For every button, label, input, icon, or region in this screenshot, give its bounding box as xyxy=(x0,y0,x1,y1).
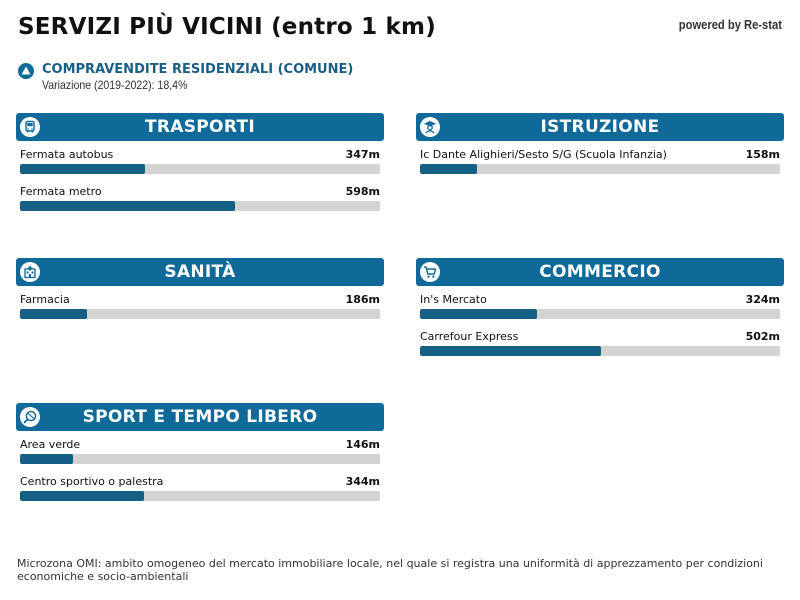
distance-bar-fill xyxy=(20,201,235,211)
item-name: In's Mercato xyxy=(420,293,487,306)
item-name: Area verde xyxy=(20,438,81,451)
list-item xyxy=(16,141,384,178)
item-name: Farmacia xyxy=(20,293,70,306)
distance-bar xyxy=(20,309,380,319)
item-name: Centro sportivo o palestra xyxy=(20,475,164,488)
panel-title: SPORT E TEMPO LIBERO xyxy=(82,407,318,427)
panel-istruzione xyxy=(416,113,784,178)
distance-bar-fill xyxy=(20,164,145,174)
distance-bar xyxy=(20,491,380,501)
powered-by-label: powered by Re-stat xyxy=(678,17,782,32)
panel-header xyxy=(416,113,784,141)
item-distance: 146m xyxy=(345,438,380,451)
panel-title: TRASPORTI xyxy=(145,117,255,137)
list-item xyxy=(416,141,784,178)
distance-bar xyxy=(20,201,380,211)
distance-bar xyxy=(420,309,780,319)
distance-bar xyxy=(20,454,380,464)
panel-header xyxy=(416,258,784,286)
list-item xyxy=(16,431,384,468)
trend-subtitle: Variazione (2019-2022): 18,4% xyxy=(42,78,188,92)
distance-bar-fill xyxy=(420,309,537,319)
panel-title: ISTRUZIONE xyxy=(540,117,660,137)
triangle-up-icon xyxy=(18,63,34,79)
item-distance: 186m xyxy=(345,293,380,306)
list-item xyxy=(16,286,384,323)
panel-commercio xyxy=(416,258,784,360)
distance-bar-fill xyxy=(20,309,87,319)
item-name: Carrefour Express xyxy=(420,330,519,343)
footnote: Microzona OMI: ambito omogeneo del mercato immobiliare locale, nel quale si registra una uniformità di apprezzamento per condizioni economiche e socio-ambientali xyxy=(17,557,763,583)
trend-title: COMPRAVENDITE RESIDENZIALI (COMUNE) xyxy=(42,62,354,77)
distance-bar-fill xyxy=(420,346,601,356)
panel-trasporti xyxy=(16,113,384,215)
page-title: SERVIZI PIÙ VICINI (entro 1 km) xyxy=(18,14,436,40)
panel-header xyxy=(16,258,384,286)
item-name: Fermata metro xyxy=(20,185,102,198)
panel-sport xyxy=(16,403,384,505)
list-item xyxy=(416,286,784,323)
list-item xyxy=(16,468,384,505)
list-item xyxy=(416,323,784,360)
panel-header xyxy=(16,403,384,431)
distance-bar-fill xyxy=(20,454,73,464)
item-distance: 502m xyxy=(745,330,780,343)
distance-bar-fill xyxy=(420,164,477,174)
item-distance: 347m xyxy=(345,148,380,161)
item-name: Fermata autobus xyxy=(20,148,114,161)
item-name: Ic Dante Alighieri/Sesto S/G (Scuola Infanzia) xyxy=(420,148,667,161)
panel-sanita xyxy=(16,258,384,323)
item-distance: 344m xyxy=(345,475,380,488)
distance-bar xyxy=(20,164,380,174)
distance-bar-fill xyxy=(20,491,144,501)
panel-title: COMMERCIO xyxy=(539,262,661,282)
panel-title: SANITÀ xyxy=(164,262,236,282)
item-distance: 158m xyxy=(745,148,780,161)
panel-header xyxy=(16,113,384,141)
distance-bar xyxy=(420,346,780,356)
item-distance: 324m xyxy=(745,293,780,306)
distance-bar xyxy=(420,164,780,174)
item-distance: 598m xyxy=(345,185,380,198)
list-item xyxy=(16,178,384,215)
